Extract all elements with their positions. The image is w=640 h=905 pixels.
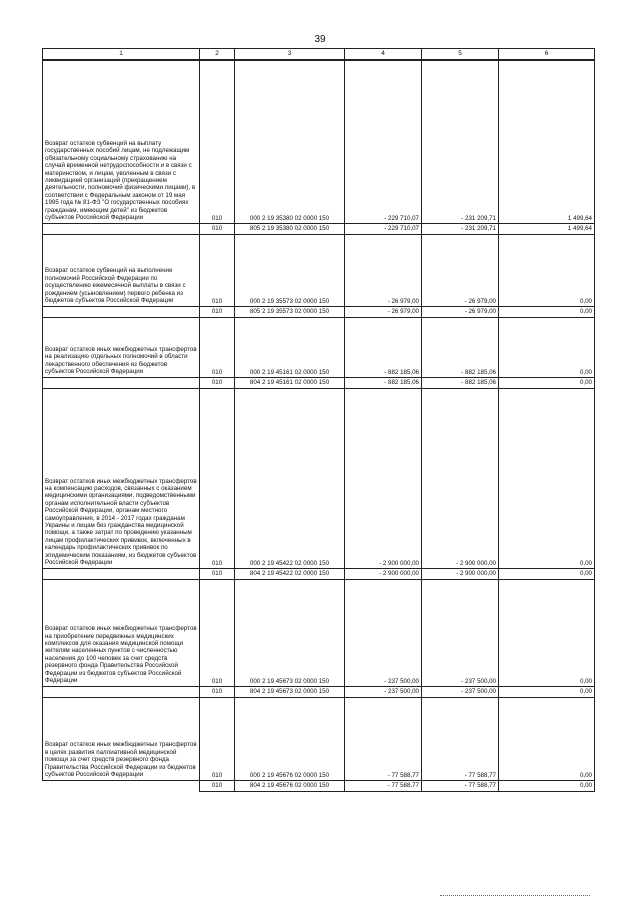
row-value-5: - 77 588,77 <box>422 697 499 780</box>
row-description: Возврат остатков субвенций на выполнение полномочий Российской Федерации по осуществлению ежемесячной выплаты в связи с рождением (усыновлением) первого ребенка из бюджетов субъектов Российской Федерации <box>43 234 200 306</box>
row-value-5: - 231 209,71 <box>422 60 499 223</box>
table-row <box>43 234 595 306</box>
row-kbk: 805 2 19 35573 02 0000 150 <box>235 306 345 317</box>
row-code: 010 <box>200 780 235 791</box>
row-description-empty <box>43 223 200 234</box>
row-description-empty <box>43 686 200 697</box>
table-subrow <box>43 306 595 317</box>
column-header: 5 <box>422 49 499 61</box>
table-row <box>43 388 595 568</box>
row-value-4: - 237 500,00 <box>345 686 422 697</box>
row-kbk: 000 2 19 45161 02 0000 150 <box>235 317 345 377</box>
row-value-6: 0,00 <box>499 579 595 686</box>
report-table <box>42 48 595 792</box>
row-description: Возврат остатков иных межбюджетных трансфертов на приобретение передвижных медицинских комплексов для оказания медицинской помощи жителям населенных пунктов с численностью населения до 100 человек за счет средств резервного фонда Правительства Российской Федерации из бюджетов субъектов Российской Федерации <box>43 579 200 686</box>
row-value-5: - 237 500,00 <box>422 686 499 697</box>
row-kbk: 000 2 19 35573 02 0000 150 <box>235 234 345 306</box>
row-value-6: 0,00 <box>499 377 595 388</box>
row-value-4: - 229 710,07 <box>345 60 422 223</box>
row-value-4: - 229 710,07 <box>345 223 422 234</box>
footer-divider <box>440 895 590 896</box>
row-value-6: 1 499,64 <box>499 60 595 223</box>
row-code: 010 <box>200 686 235 697</box>
column-header: 4 <box>345 49 422 61</box>
row-description: Возврат остатков иных межбюджетных трансфертов в целях развития паллиативной медицинской помощи за счет средств резервного фонда Правительства Российской Федерации из бюджетов субъектов Российской Федерации <box>43 697 200 780</box>
row-kbk: 000 2 19 45676 02 0000 150 <box>235 697 345 780</box>
column-header: 2 <box>200 49 235 61</box>
row-value-5: - 231 209,71 <box>422 223 499 234</box>
row-value-4: - 77 588,77 <box>345 697 422 780</box>
row-value-5: - 882 185,06 <box>422 377 499 388</box>
row-description-empty <box>43 377 200 388</box>
table-row <box>43 60 595 223</box>
row-value-4: - 26 979,00 <box>345 234 422 306</box>
row-value-4: - 2 900 000,00 <box>345 388 422 568</box>
row-code: 010 <box>200 579 235 686</box>
row-code: 010 <box>200 568 235 579</box>
column-header: 6 <box>499 49 595 61</box>
row-code: 010 <box>200 388 235 568</box>
row-code: 010 <box>200 223 235 234</box>
row-value-5: - 77 588,77 <box>422 780 499 791</box>
row-description: Возврат остатков субвенций на выплату государственных пособий лицам, не подлежащим обязательному социальному страхованию на случай временной нетрудоспособности и в связи с материнством, и лицам, уволенным в связи с ликвидацией организаций (прекращением деятельности, полномочий физическими лицами), в соответствии с Федеральным законом от 19 мая 1995 года № 81-ФЗ "О государственных пособиях гражданам, имеющим детей" из бюджетов субъектов Российской Федерации <box>43 60 200 223</box>
row-kbk: 000 2 19 35380 02 0000 150 <box>235 60 345 223</box>
row-value-5: - 26 979,00 <box>422 234 499 306</box>
table-header-row <box>43 49 595 61</box>
row-value-6: 0,00 <box>499 234 595 306</box>
row-value-6: 1 499,64 <box>499 223 595 234</box>
table-subrow <box>43 686 595 697</box>
row-code: 010 <box>200 234 235 306</box>
row-kbk: 804 2 19 45676 02 0000 150 <box>235 780 345 791</box>
row-value-5: - 882 185,06 <box>422 317 499 377</box>
row-value-6: 0,00 <box>499 780 595 791</box>
column-header: 3 <box>235 49 345 61</box>
row-value-5: - 26 979,00 <box>422 306 499 317</box>
table-subrow <box>43 568 595 579</box>
row-value-4: - 882 185,06 <box>345 317 422 377</box>
table-row <box>43 697 595 780</box>
row-value-4: - 2 900 000,00 <box>345 568 422 579</box>
row-description: Возврат остатков иных межбюджетных трансфертов на реализацию отдельных полномочий в области лекарственного обеспечения из бюджетов субъектов Российской Федерации <box>43 317 200 377</box>
row-description: Возврат остатков иных межбюджетных трансфертов на компенсацию расходов, связанных с оказанием медицинскими организациями, подведомственными органам исполнительной власти субъектов Российской Федерации, органам местного самоуправления, в 2014 - 2017 годах гражданам Украины и лицам без гражданства медицинской помощи, а также затрат по проведению указанным лицам профилактических прививок, включенных в календарь профилактических прививок по эпидемическим показаниям, из бюджетов субъектов Российской Федерации <box>43 388 200 568</box>
row-code: 010 <box>200 60 235 223</box>
row-value-6: 0,00 <box>499 697 595 780</box>
row-kbk: 805 2 19 35380 02 0000 150 <box>235 223 345 234</box>
row-value-4: - 882 185,06 <box>345 377 422 388</box>
table-subrow <box>43 780 595 791</box>
page-number: 39 <box>314 34 326 45</box>
row-kbk: 000 2 19 45422 02 0000 150 <box>235 388 345 568</box>
row-code: 010 <box>200 697 235 780</box>
row-value-6: 0,00 <box>499 306 595 317</box>
row-value-6: 0,00 <box>499 317 595 377</box>
table-row <box>43 317 595 377</box>
row-description-empty <box>43 306 200 317</box>
row-value-4: - 237 500,00 <box>345 579 422 686</box>
row-value-4: - 77 588,77 <box>345 780 422 791</box>
row-value-6: 0,00 <box>499 568 595 579</box>
table-row <box>43 579 595 686</box>
table-subrow <box>43 223 595 234</box>
row-kbk: 804 2 19 45161 02 0000 150 <box>235 377 345 388</box>
row-value-5: - 2 900 000,00 <box>422 388 499 568</box>
row-value-4: - 26 979,00 <box>345 306 422 317</box>
row-description-empty <box>43 568 200 579</box>
row-value-5: - 2 900 000,00 <box>422 568 499 579</box>
row-code: 010 <box>200 317 235 377</box>
table-subrow <box>43 377 595 388</box>
row-value-6: 0,00 <box>499 686 595 697</box>
row-value-5: - 237 500,00 <box>422 579 499 686</box>
row-kbk: 000 2 19 45673 02 0000 150 <box>235 579 345 686</box>
row-code: 010 <box>200 306 235 317</box>
column-header: 1 <box>43 49 200 61</box>
row-value-6: 0,00 <box>499 388 595 568</box>
row-kbk: 804 2 19 45673 02 0000 150 <box>235 686 345 697</box>
row-kbk: 804 2 19 45422 02 0000 150 <box>235 568 345 579</box>
row-description-empty <box>43 780 200 791</box>
row-code: 010 <box>200 377 235 388</box>
